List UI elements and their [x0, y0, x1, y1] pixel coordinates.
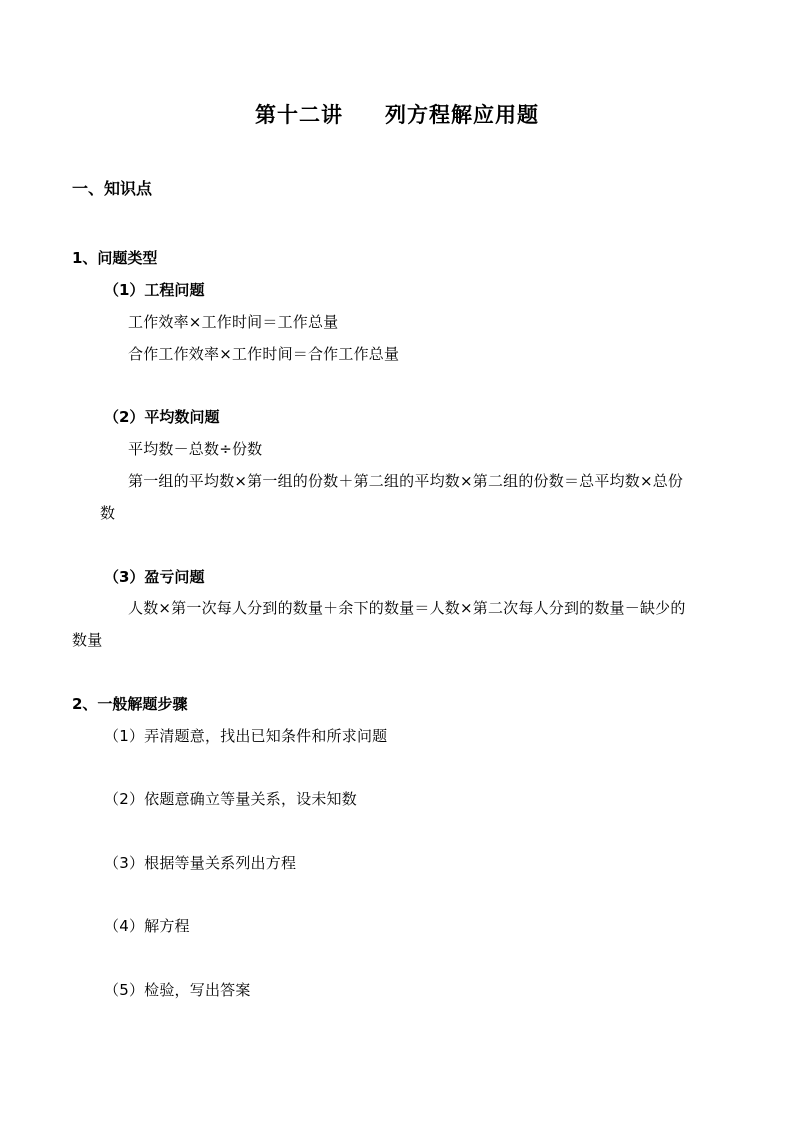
subsection-heading-solving-steps: 2、一般解题步骤 [72, 695, 188, 713]
page-title [0, 104, 794, 125]
topic-heading-engineering: （1）工程问题 [104, 281, 205, 299]
step-item: （5）检验，写出答案 [104, 981, 251, 999]
formula-line: 第一组的平均数×第一组的份数＋第二组的平均数×第二组的份数＝总平均数×总份 [128, 472, 684, 490]
subsection-heading-problem-types: 1、问题类型 [72, 249, 158, 267]
formula-line: 人数×第一次每人分到的数量＋余下的数量＝人数×第二次每人分到的数量－缺少的 [128, 599, 686, 617]
lecture-number: 第十二讲 [255, 102, 343, 127]
formula-line: 平均数－总数÷份数 [128, 440, 263, 458]
formula-line: 合作工作效率×工作时间＝合作工作总量 [128, 345, 400, 363]
step-item: （4）解方程 [104, 917, 190, 935]
step-item: （3）根据等量关系列出方程 [104, 854, 297, 872]
lecture-topic: 列方程解应用题 [385, 102, 539, 127]
formula-line-continued: 数量 [72, 631, 103, 649]
section-heading-knowledge-points: 一、知识点 [72, 179, 153, 198]
formula-line: 工作效率×工作时间＝工作总量 [128, 313, 339, 331]
formula-line-continued: 数 [100, 504, 116, 522]
step-item: （2）依题意确立等量关系，设未知数 [104, 790, 357, 808]
step-item: （1）弄清题意，找出已知条件和所求问题 [104, 727, 388, 745]
topic-heading-profit-loss: （3）盈亏问题 [104, 568, 205, 586]
topic-heading-average: （2）平均数问题 [104, 408, 220, 426]
